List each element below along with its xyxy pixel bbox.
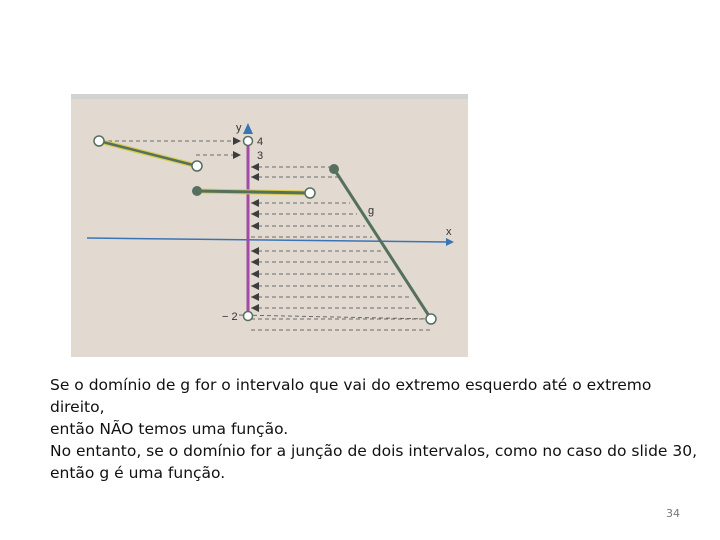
x-axis-label: x <box>446 226 452 238</box>
caption-line: então NÃO temos uma função. <box>50 420 289 438</box>
open-endpoint <box>192 161 202 171</box>
open-endpoint <box>244 137 253 146</box>
slide-number: 34 <box>666 507 680 520</box>
closed-endpoint <box>192 186 202 196</box>
function-graph-figure <box>71 94 468 357</box>
graph-g-segment-2 <box>197 191 310 193</box>
tick-label-minus-2: − 2 <box>222 311 238 323</box>
open-endpoint <box>305 188 315 198</box>
tick-label-4: 4 <box>257 136 264 148</box>
caption-line: Se o domínio de g for o intervalo que vai do extremo esquerdo até o extremo direito, <box>50 376 652 416</box>
figure-background <box>71 94 468 357</box>
function-label-g: g <box>368 205 375 217</box>
open-endpoint <box>426 314 436 324</box>
open-endpoint <box>94 136 104 146</box>
tick-label-3: 3 <box>257 150 264 162</box>
figure-top-strip <box>71 94 468 99</box>
open-endpoint <box>244 312 253 321</box>
caption-line: então g é uma função. <box>50 464 226 482</box>
closed-endpoint <box>329 164 339 174</box>
slide-caption <box>50 374 700 484</box>
y-axis-label: y <box>236 122 242 134</box>
caption-line: No entanto, se o domínio for a junção de dois intervalos, como no caso do slide 30, <box>50 442 698 460</box>
